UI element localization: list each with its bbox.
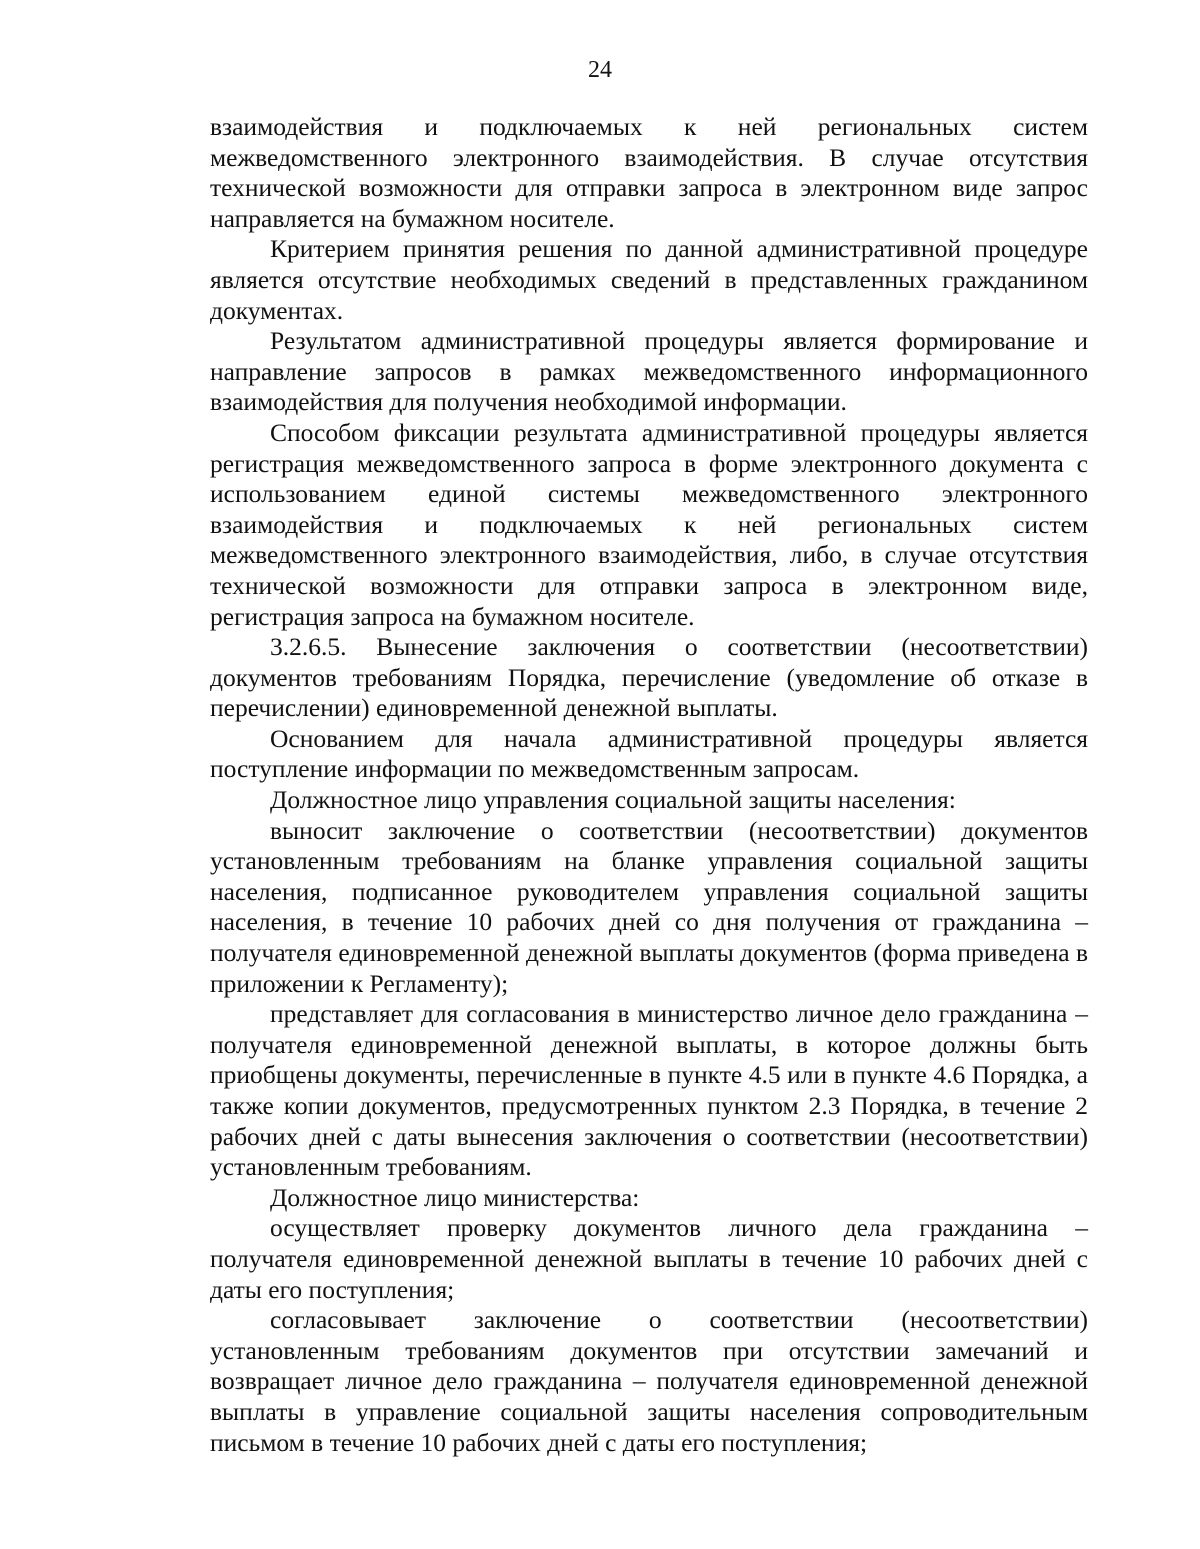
body-text (210, 112, 1088, 1458)
paragraph: Способом фиксации результата административной процедуры является регистрация межведомственного запроса в форме электронного документа с использованием единой системы межведомственного электронного взаимодействия и подключаемых к ней региональных систем межведомственного электронного взаимодействия, либо, в случае отсутствия технической возможности для отправки запроса в электронном виде, регистрация запроса на бумажном носителе. (210, 417, 1088, 631)
paragraph: Должностное лицо управления социальной защиты населения: (270, 785, 956, 815)
paragraph: Должностное лицо министерства: (270, 1182, 640, 1212)
section-heading-paragraph: 3.2.6.5. Вынесение заключения о соответствии (несоответствии) документов требованиям Порядка, перечисление (уведомление об отказе в перечислении) единовременной денежной выплаты. (210, 632, 1088, 723)
paragraph: Критерием принятия решения по данной административной процедуре является отсутствие необходимых сведений в представленных гражданином документах. (210, 234, 1088, 325)
paragraph: осуществляет проверку документов личного дела гражданина – получателя единовременной денежной выплаты в течение 10 рабочих дней с даты его поступления; (210, 1213, 1088, 1304)
paragraph: Результатом административной процедуры является формирование и направление запросов в рамках межведомственного информационного взаимодействия для получения необходимой информации. (210, 326, 1088, 417)
paragraph: выносит заключение о соответствии (несоответствии) документов установленным требованиям на бланке управления социальной защиты населения, подписанное руководителем управления социальной защиты населения, в течение 10 рабочих дней со дня получения от гражданина – получателя единовременной денежной выплаты документов (форма приведена в приложении к Регламенту); (210, 815, 1088, 998)
paragraph: Основанием для начала административной процедуры является поступление информации по межведомственным запросам. (210, 723, 1088, 784)
paragraph: согласовывает заключение о соответствии (несоответствии) установленным требованиям документов при отсутствии замечаний и возвращает личное дело гражданина – получателя единовременной денежной выплаты в управление социальной защиты населения сопроводительным письмом в течение 10 рабочих дней с даты его поступления; (210, 1305, 1088, 1457)
paragraph: представляет для согласования в министерство личное дело гражданина – получателя единовременной денежной выплаты, в которое должны быть приобщены документы, перечисленные в пункте 4.5 или в пункте 4.6 Порядка, а также копии документов, предусмотренных пунктом 2.3 Порядка, в течение 2 рабочих дней с даты вынесения заключения о соответствии (несоответствии) установленным требованиям. (210, 999, 1088, 1182)
paragraph: взаимодействия и подключаемых к ней региональных систем межведомственного электронного взаимодействия. В случае отсутствия технической возможности для отправки запроса в электронном виде запрос направляется на бумажном носителе. (210, 112, 1088, 233)
page-number: 24 (588, 57, 612, 83)
